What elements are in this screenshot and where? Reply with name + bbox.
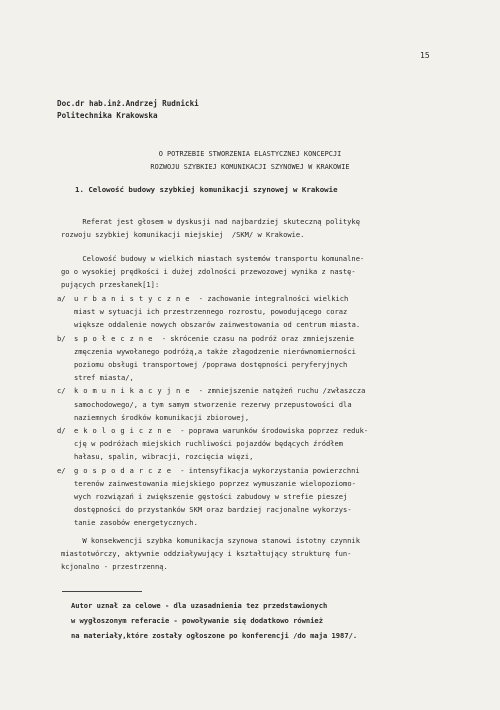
- list-item-label: c/: [57, 386, 66, 396]
- list-item-label: a/: [57, 294, 66, 303]
- list-item-label: e/: [57, 465, 66, 475]
- footnote: Autor uznał za celowe - dla uzasadnienia tez przedstawionych w wygłoszonym referacie - powoływanie się dodatkowo również na materiały,które zostały ogłoszone po konferencji /do maja 1987/.: [71, 601, 358, 640]
- list-item-label: d/: [57, 426, 66, 436]
- list-item-body: [74, 332, 439, 385]
- author-name: Doc.dr hab.inż.Andrzej Rudnicki: [57, 99, 199, 108]
- list-item: [57, 332, 439, 385]
- section-heading: 1. Celowość budowy szybkiej komunikacji szynowej w Krakowie: [75, 185, 338, 194]
- title-line-1: O POTRZEBIE STWORZENIA ELASTYCZNEJ KONCEPCJI: [158, 150, 342, 158]
- author-block: [57, 98, 199, 122]
- list-item-keyword: społeczne: [74, 333, 158, 343]
- list-item-text: - intensyfikacja wykorzystania powierzchni terenów zainwestowania miejskiego poprzez wymuszanie wielopoziomo- wych rozwiązań i zwiększenie gęstości zabudowy w strefie pieszej dostępności do przystanków SKM oraz bardziej racjonalne wykorzys- tanie zasobów energetycznych.: [74, 465, 360, 528]
- list-item: [57, 292, 439, 332]
- author-affiliation: Politechnika Krakowska: [57, 111, 158, 120]
- closing-paragraph: W konsekwencji szybka komunikacja szynowa stanowi istotny czynnik miastotwórczy, aktywnie oddziaływujący i kształtujący strukturę fun- kcjonalno - przestrzenną.: [61, 536, 360, 572]
- list-item-body: [74, 292, 439, 332]
- footnote-divider: [62, 591, 142, 592]
- list-item-text: - zachowanie integralności wielkich miast w sytuacji ich przestrzennego rozrostu, powodującego coraz większe oddalenie nowych obszarów zainwestowania od centrum miasta.: [74, 294, 361, 330]
- list-item-keyword: komunikacyjne: [74, 386, 195, 396]
- premises-list: [57, 292, 439, 530]
- list-item-keyword: ekologiczne: [74, 426, 176, 436]
- title-line-2: ROZWOJU SZYBKIEJ KOMUNIKACJI SZYNOWEJ W KRAKOWIE: [150, 163, 350, 171]
- list-item-text: - poprawa warunków środowiska poprzez reduk- cję w podróżach miejskich ruchliwości pojazdów będących źródłem hałasu, spalin, wibracji, rozcięcia więzi,: [74, 426, 369, 462]
- list-item: [57, 424, 439, 464]
- intro-paragraph: Referat jest głosem w dyskusji nad najbardziej skuteczną politykę rozwoju szybkiej komunikacji miejskiej /SKM/ w Krakowie.: [61, 217, 360, 240]
- list-item: [57, 464, 439, 530]
- list-item-label: b/: [57, 333, 66, 343]
- list-item-text: - skrócenie czasu na podróż oraz zmniejszenie zmęczenia wywołanego podróżą,a także złagodzenie nierównomierności poziomu obsługi transportowej /poprawa dostępności peryferyjnych stref miasta/,: [74, 333, 356, 383]
- page-number: 15: [420, 51, 430, 60]
- paper-title: [0, 148, 500, 174]
- list-item-keyword: urbanistyczne: [74, 294, 195, 303]
- list-item: [57, 384, 439, 424]
- list-item-keyword: gospodarcze: [74, 465, 176, 475]
- list-item-text: - zmniejszenie natężeń ruchu /zwłaszcza samochodowego/, a tym samym stworzenie rezerwy przepustowości dla naziemnych środków komunikacji zbiorowej,: [74, 386, 366, 422]
- premises-paragraph: Celowość budowy w wielkich miastach systemów transportu komunalne- go o wysokiej prędkości i dużej zdolności przewozowej wynika z nastę- pujących przesłanek[1]:: [61, 254, 365, 290]
- list-item-body: [74, 384, 439, 424]
- list-item-body: [74, 424, 439, 464]
- list-item-body: [74, 464, 439, 530]
